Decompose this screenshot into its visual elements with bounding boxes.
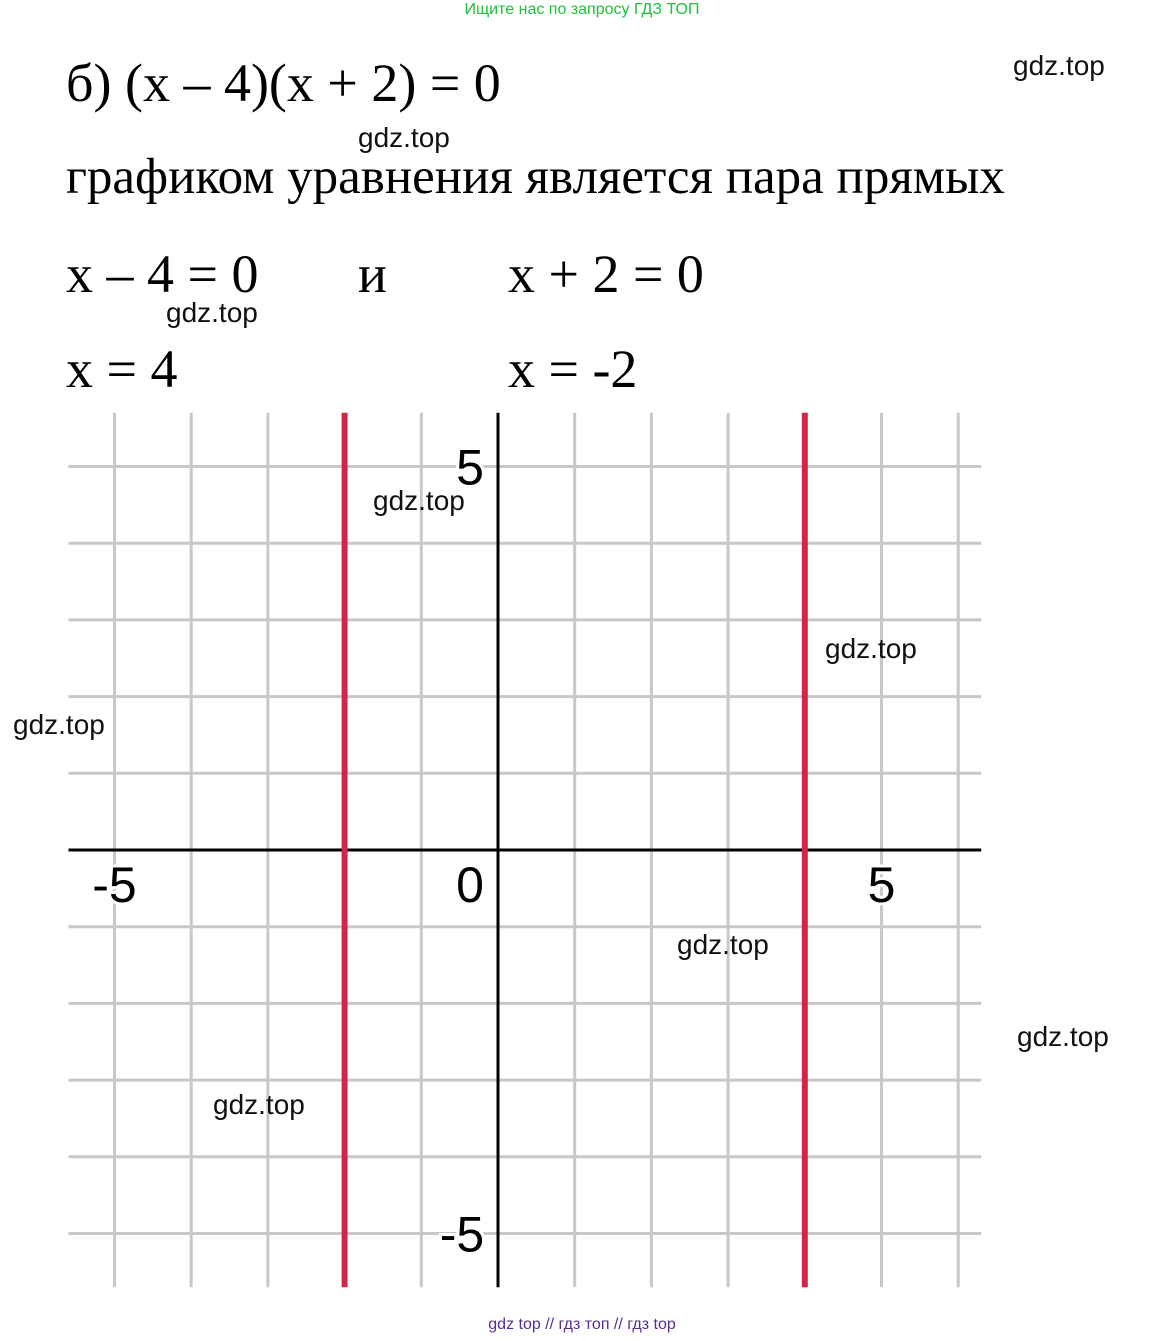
tick-label: 0 — [456, 857, 484, 913]
watermark: gdz.top — [825, 633, 917, 664]
statement-text: графиком уравнения является пара прямых — [66, 149, 1005, 205]
watermark: gdz.top — [358, 122, 450, 153]
top-banner: Ищите нас по запросу ГДЗ ТОП — [464, 1, 700, 18]
watermark: gdz.top — [677, 929, 769, 960]
conjunction: и — [358, 244, 387, 304]
solution-left: x = 4 — [66, 339, 178, 399]
footer-links: gdz top // гдз топ // гдз top — [488, 1316, 676, 1333]
tick-label: 5 — [867, 857, 896, 913]
watermark: gdz.top — [13, 709, 105, 740]
equation-title: б) (x – 4)(x + 2) = 0 — [66, 53, 501, 113]
watermark: gdz.top — [213, 1089, 305, 1120]
tick-label: -5 — [92, 857, 137, 913]
tick-label: -5 — [439, 1206, 485, 1263]
watermark: gdz.top — [1017, 1021, 1109, 1052]
equation-left: x – 4 = 0 — [66, 244, 259, 304]
equation-right: x + 2 = 0 — [508, 244, 704, 304]
solution-right: x = -2 — [508, 339, 638, 399]
watermark: gdz.top — [373, 485, 465, 516]
tick-label: 5 — [456, 439, 484, 496]
watermark: gdz.top — [1013, 50, 1105, 81]
watermark: gdz.top — [166, 297, 258, 328]
